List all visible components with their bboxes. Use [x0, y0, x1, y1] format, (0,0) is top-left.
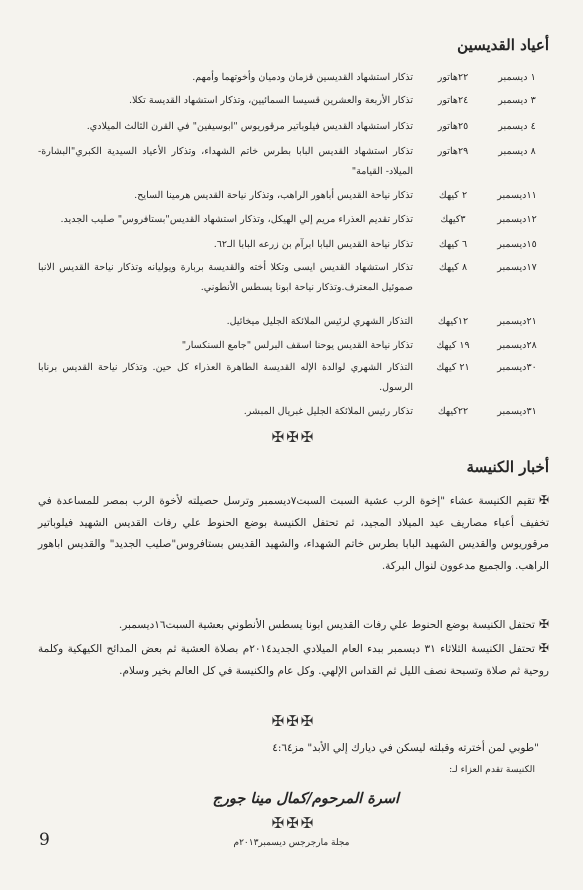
news-item-text: تحتفل الكنيسة الثلاثاء ٣١ ديسمبر ببدء العام الميلادي الجديد٢٠١٤م بصلاة العشية ثم بعض المدائح الكيهكية وكلمة روحية ثم صلاة وتسبحة نصف الليل ثم القداس الإلهي. وكل عام والكنيسة في كل العالم بخير وسلام. [38, 643, 549, 677]
feast-description: تذكار نياحة القديس البابا ابرآم بن زرعه البابا الـ٦٢. [213, 239, 413, 250]
feast-date: ٣ ديسمبر [498, 95, 536, 106]
page-number: 9 [39, 830, 50, 850]
feast-date: ٤ ديسمبر [498, 121, 536, 132]
ornament-crosses-icon: ✠✠✠ [271, 428, 316, 446]
cross-bullet-icon: ✠ [538, 617, 549, 631]
news-item [38, 614, 549, 637]
feast-description: تذكار نياحة القديس أباهور الراهب، وتذكار نياحة القديس هرمينا السايح. [134, 190, 413, 201]
feast-date: ١٧ديسمبر [497, 262, 537, 273]
feast-coptic-date: ٢١ كيهك [436, 362, 470, 373]
feast-date: ٢٨ديسمبر [497, 340, 537, 351]
feast-description: تذكار استشهاد القديسين قزمان ودميان وأخوتهما وأمهم. [192, 72, 413, 83]
feast-coptic-date: ٨ كيهك [438, 262, 468, 273]
feast-date: ٣٠ديسمبر [497, 362, 537, 373]
cross-bullet-icon: ✠ [538, 641, 549, 655]
feast-date: ٨ ديسمبر [498, 146, 536, 157]
feast-description: التذكار الشهري لرئيس الملائكة الجليل ميخائيل. [226, 316, 413, 327]
feast-description: تذكار نياحة القديس يوحنا اسقف البرلس "جامع السنكسار" [181, 340, 413, 351]
condolence-label: الكنيسة تقدم العزاء لـ: [449, 764, 535, 775]
feast-coptic-date: ١٢كيهك [437, 316, 469, 327]
feast-date: ١١ديسمبر [497, 190, 537, 201]
condolence-name: اسرة المرحوم/كمال مينا جورج [212, 790, 399, 807]
feast-coptic-date: ٢٢كيهك [437, 406, 469, 417]
feast-date: ٢١ديسمبر [497, 316, 537, 327]
feast-description: تذكار استشهاد القديس فيلوباتير مرقوريوس "ابوسيفين" في القرن الثالث الميلادي. [86, 121, 413, 132]
feast-description: تذكار استشهاد القديس ايسى وتكلا أخته والقديسة بربارة ويوليانه وتذكار نياحة القديس الانبا صموئيل المعترف.وتذكار نياحة ابونا يسطس الأنطوني. [38, 262, 413, 293]
feast-description: تذكار الأربعة والعشرين قسيسا السمائيين، وتذكار استشهاد القديسة تكلا. [129, 95, 413, 106]
feasts-heading: أعياد القديسين [457, 36, 549, 54]
news-heading: أخبار الكنيسة [466, 458, 549, 476]
feast-description: تذكار رئيس الملائكة الجليل غبريال المبشر. [243, 406, 413, 417]
scripture-quote: "طوبي لمن أخترته وقبلته ليسكن في ديارك إلي الأبد" مز٤:٦٤ [272, 742, 539, 754]
feast-description: التذكار الشهري لوالدة الإله القديسة الطاهرة العذراء كل حين. وتذكار نياحة القديس برنابا الرسول. [38, 362, 413, 393]
feast-coptic-date: ١٩ كيهك [436, 340, 470, 351]
feast-coptic-date: ٢٢هاتور [437, 72, 469, 83]
feast-coptic-date: ٢٤هاتور [437, 95, 469, 106]
feast-coptic-date: ٢٥هاتور [437, 121, 469, 132]
feast-coptic-date: ٢ كيهك [438, 190, 468, 201]
cross-bullet-icon: ✠ [538, 493, 549, 507]
news-item [38, 490, 549, 577]
feast-description: تذكار استشهاد القديس البابا بطرس خاتم الشهداء، وتذكار الأعياد السيدية الكبري"البشارة- الميلاد- القيامة" [38, 146, 413, 177]
feast-date: ١ ديسمبر [498, 72, 536, 83]
feast-description: تذكار تقديم العذراء مريم إلي الهيكل، وتذكار استشهاد القديس"بستافروس" صليب الجديد. [60, 214, 413, 225]
feast-date: ١٢ديسمبر [497, 214, 537, 225]
feast-coptic-date: ٢٩هاتور [437, 146, 469, 157]
feast-date: ٣١ديسمبر [497, 406, 537, 417]
footer-magazine-title: مجلة مارجرجس ديسمبر٢٠١٣م [233, 838, 350, 848]
feast-coptic-date: ٦ كيهك [438, 239, 468, 250]
news-item [38, 638, 549, 682]
feast-date: ١٥ديسمبر [497, 239, 537, 250]
news-item-text: تحتفل الكنيسة بوضع الحنوط علي رفات القديس ابونا يسطس الأنطوني بعشية السبت١٦ديسمبر. [118, 619, 535, 631]
ornament-crosses-icon: ✠✠✠ [271, 814, 316, 832]
feast-coptic-date: ٣كيهك [440, 214, 466, 225]
ornament-crosses-icon: ✠✠✠ [271, 712, 316, 730]
news-item-text: تقيم الكنيسة عشاء "إخوة الرب عشية السبت السبت٧ديسمبر وترسل حصيلته لأخوة الرب بمصر للمساعدة في تخفيف أعباء مصاريف عيد الميلاد المجيد، ثم تحتفل الكنيسة بوضع الحنوط علي رفات القديس الشهيد فيلوباتير مرقوريوس والقديس الشهيد البابا بطرس خاتم الشهداء، والشهيد القديس بستافروس"صليب الجديد" والقديس اباهور الراهب. والجميع مدعوون لنوال البركة. [38, 495, 549, 572]
